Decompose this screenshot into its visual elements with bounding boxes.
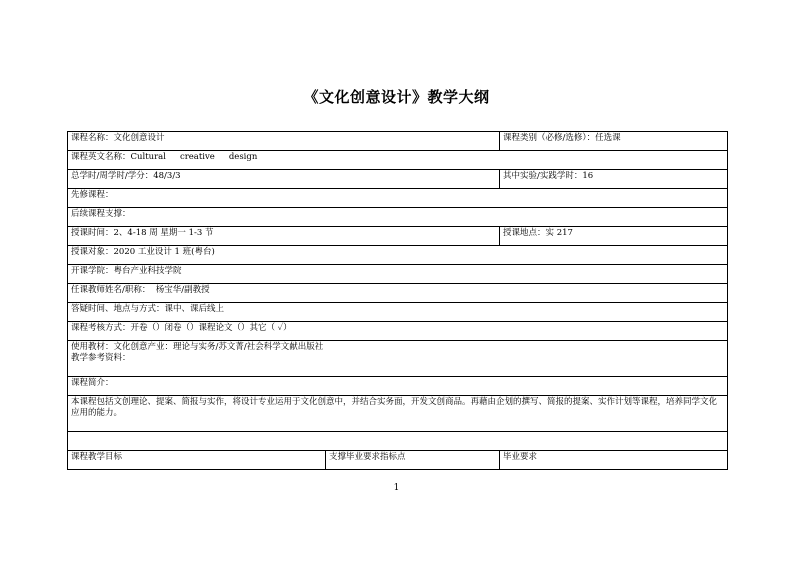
intro-text-cell: 本课程包括文创理论、提案、简报与实作，将设计专业运用于文化创意中，并结合实务面，开发文创商品。再藉由企划的撰写、简报的提案、实作计划等课程，培养同学文化应用的能力。 bbox=[68, 396, 728, 432]
time-cell: 授课时间：2、4-18 周 星期一 1-3 节 bbox=[68, 227, 500, 246]
page-number: 1 bbox=[393, 483, 400, 493]
table-row bbox=[68, 303, 728, 322]
table-row bbox=[68, 284, 728, 303]
table-row bbox=[68, 170, 728, 189]
table-row bbox=[68, 208, 728, 227]
table-row bbox=[68, 377, 728, 396]
reference-line: 教学参考资料： bbox=[71, 352, 131, 363]
objectives-header: 课程教学目标 bbox=[68, 451, 326, 470]
target-cell: 授课对象：2020 工业设计 1 班(粤台) bbox=[68, 246, 728, 265]
intro-label-cell: 课程简介： bbox=[68, 377, 728, 396]
blank-cell bbox=[68, 432, 728, 451]
textbook-line: 使用教材：文化创意产业：理论与实务/苏文菁/社会科学文献出版社 bbox=[71, 342, 324, 352]
requirement-header: 毕业要求 bbox=[500, 451, 728, 470]
table-row bbox=[68, 189, 728, 208]
table-row bbox=[68, 341, 728, 377]
table-row bbox=[68, 151, 728, 170]
table-row bbox=[68, 432, 728, 451]
textbook-cell bbox=[68, 341, 728, 377]
course-type-cell: 课程类别（必修/选修）：任选课 bbox=[500, 132, 728, 151]
table-row bbox=[68, 451, 728, 470]
location-cell: 授课地点：实 217 bbox=[500, 227, 728, 246]
english-word: Cultural bbox=[130, 152, 166, 162]
document-title: 《文化创意设计》教学大纲 bbox=[303, 88, 490, 106]
english-name-label: 课程英文名称： bbox=[71, 152, 131, 162]
table-row bbox=[68, 265, 728, 284]
table-row bbox=[68, 132, 728, 151]
follow-up-cell: 后续课程支撑： bbox=[68, 208, 728, 227]
table-row bbox=[68, 322, 728, 341]
lab-hours-cell: 其中实验/实践学时：16 bbox=[500, 170, 728, 189]
prerequisite-cell: 先修课程： bbox=[68, 189, 728, 208]
hours-cell: 总学时/周学时/学分：48/3/3 bbox=[68, 170, 500, 189]
english-name-cell bbox=[68, 151, 728, 170]
teacher-cell: 任课教师姓名/职称： 杨宝华/副教授 bbox=[68, 284, 728, 303]
course-name-cell: 课程名称：文化创意设计 bbox=[68, 132, 500, 151]
assessment-cell: 课程考核方式：开卷（）闭卷（）课程论文（）其它（ ✓） bbox=[68, 322, 728, 341]
table-row bbox=[68, 227, 728, 246]
table-row bbox=[68, 246, 728, 265]
syllabus-table bbox=[67, 131, 728, 470]
english-word: creative bbox=[179, 152, 215, 162]
indicator-header: 支撑毕业要求指标点 bbox=[326, 451, 500, 470]
table-row bbox=[68, 396, 728, 432]
english-word: design bbox=[228, 152, 258, 162]
qa-cell: 答疑时间、地点与方式：课中、课后线上 bbox=[68, 303, 728, 322]
college-cell: 开课学院：粤台产业科技学院 bbox=[68, 265, 728, 284]
